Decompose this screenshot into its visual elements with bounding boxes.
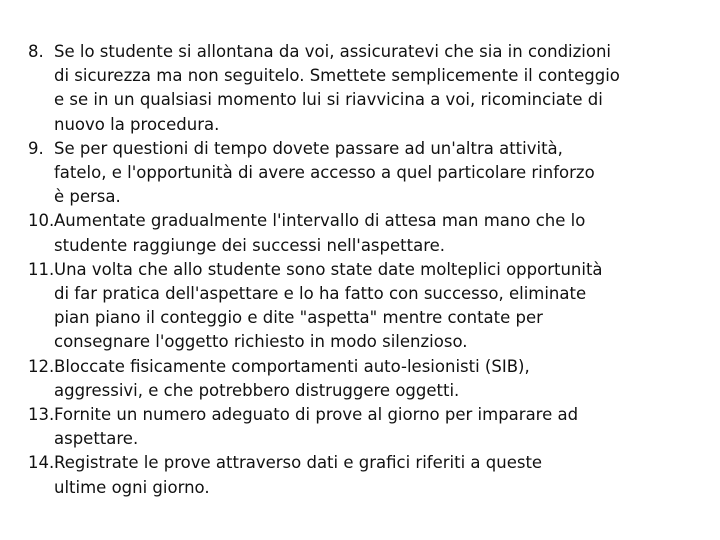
list-item bbox=[28, 209, 698, 257]
list-item bbox=[28, 451, 698, 499]
item-text: Una volta che allo studente sono state date molteplici opportunità di far pratica dell'aspettare e lo ha fatto con successo, eliminate pian piano il conteggio e dite "aspetta" mentre contate per consegnare l'oggetto richiesto in modo silenzioso. bbox=[54, 259, 603, 352]
item-text: Bloccate fisicamente comportamenti auto-lesionisti (SIB), aggressivi, e che potrebbero distruggere oggetti. bbox=[54, 356, 530, 400]
item-text: Aumentate gradualmente l'intervallo di attesa man mano che lo studente raggiunge dei successi nell'aspettare. bbox=[54, 211, 586, 255]
item-number: 11. bbox=[28, 259, 55, 279]
list-item bbox=[28, 403, 698, 451]
item-number: 13. bbox=[28, 405, 55, 425]
list-item bbox=[28, 258, 698, 355]
item-text: Se per questioni di tempo dovete passare ad un'altra attività, fatelo, e l'opportunità di avere accesso a quel particolare rinforzo è persa. bbox=[54, 138, 595, 207]
item-number: 8. bbox=[28, 42, 44, 61]
item-number: 9. bbox=[28, 138, 44, 158]
item-text: Fornite un numero adeguato di prove al giorno per imparare ad aspettare. bbox=[54, 405, 579, 449]
list-item bbox=[28, 355, 698, 403]
item-number: 10. bbox=[28, 211, 55, 231]
item-text: Registrate le prove attraverso dati e grafici riferiti a queste ultime ogni giorno. bbox=[54, 453, 543, 497]
numbered-list bbox=[28, 40, 698, 500]
list-item bbox=[28, 40, 698, 137]
item-text: Se lo studente si allontana da voi, assicuratevi che sia in condizioni di sicurezza ma non seguitelo. Smettete semplicemente il conteggio e se in un qualsiasi momento lui si riavvicina a voi, ricominciate di nuovo la procedura. bbox=[54, 42, 620, 134]
item-number: 14. bbox=[28, 453, 55, 473]
list-item bbox=[28, 137, 698, 210]
item-number: 12. bbox=[28, 356, 55, 376]
